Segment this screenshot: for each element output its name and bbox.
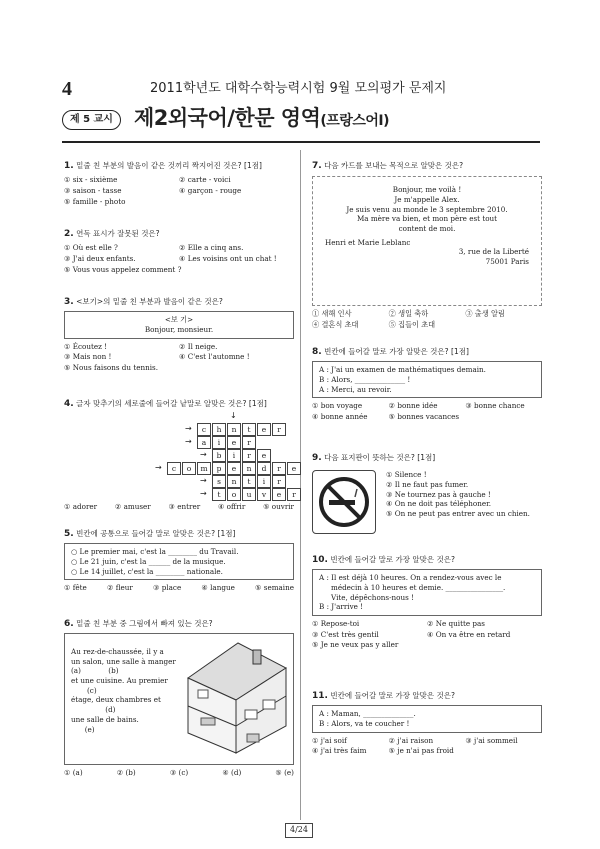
header-rule	[62, 141, 540, 143]
option[interactable]: ⑤ ouvrir	[263, 502, 294, 512]
option[interactable]: ① adorer	[64, 502, 98, 512]
option[interactable]: ③ Ne tournez pas à gauche !	[386, 489, 491, 499]
crossword-cell: p	[212, 462, 226, 475]
right-arrow-icon: →	[185, 424, 192, 434]
option[interactable]: ④ (d)	[222, 768, 242, 778]
down-arrow-icon: ↓	[230, 411, 237, 421]
crossword-cell: t	[212, 488, 226, 501]
option[interactable]: ③ entrer	[168, 502, 201, 512]
option[interactable]: ⑤ bonnes vacances	[388, 412, 460, 422]
right-arrow-icon: →	[200, 489, 207, 499]
option[interactable]: ① bon voyage	[312, 401, 363, 411]
crossword-cell: r	[287, 488, 301, 501]
question-4	[64, 398, 297, 512]
crossword-cell: v	[257, 488, 271, 501]
question-text: 7. 다음 카드를 보내는 목적으로 알맞은 것은?	[312, 161, 464, 171]
passage-box	[64, 633, 294, 765]
question-5	[64, 528, 294, 593]
option[interactable]: ② carte - voici	[179, 175, 231, 185]
question-2	[64, 228, 294, 274]
crossword-cell: c	[167, 462, 181, 475]
option[interactable]: ③ bonne chance	[465, 401, 525, 411]
dialog-box: A : J'ai un examen de mathématiques demain. B : Alors, ______________ ! A : Merci, au revoir.	[312, 361, 542, 398]
crossword-cell: t	[242, 423, 256, 436]
crossword-cell: m	[197, 462, 211, 475]
options	[386, 470, 530, 534]
option[interactable]: ④ garçon - rouge	[179, 185, 242, 195]
option[interactable]: ③ Mais non !	[64, 352, 112, 362]
question-text: 8. 빈칸에 들어갈 말로 가장 알맞은 것은? [1점]	[312, 347, 469, 357]
question-text: 4. 글자 맞추기의 세로줄에 들어갈 낱말로 알맞은 것은? [1점]	[64, 399, 267, 409]
crossword-cell: e	[257, 423, 271, 436]
dialog-box: A : Il est déjà 10 heures. On a rendez-vous avec le médecin à 10 heures et demie. ________________. Vite, dépêchons-nous ! B : J'arrive !	[312, 569, 542, 616]
subject-title	[134, 104, 389, 132]
option[interactable]: ④ Les voisins ont un chat !	[179, 253, 277, 263]
option[interactable]: ② 생일 축하	[388, 309, 429, 319]
option[interactable]: ③ (c)	[169, 768, 189, 778]
crossword-cell: d	[257, 462, 271, 475]
right-arrow-icon: →	[185, 437, 192, 447]
crossword-cell: r	[272, 475, 286, 488]
question-9	[312, 452, 542, 534]
question-text: 6. 밑줄 친 부분 중 그림에서 빠져 있는 것은?	[64, 619, 213, 629]
option[interactable]: ② j'ai raison	[388, 735, 434, 745]
option[interactable]: ① Où est elle ?	[64, 243, 118, 253]
option[interactable]: ① (a)	[64, 768, 83, 778]
option[interactable]: ④ langue	[201, 583, 235, 593]
question-text: 11. 빈칸에 들어갈 말로 가장 알맞은 것은?	[312, 691, 455, 701]
option[interactable]: ③ saison - tasse	[64, 185, 122, 195]
crossword-cell: n	[242, 462, 256, 475]
option[interactable]: ③ j'ai sommeil	[465, 735, 518, 745]
option[interactable]: ④ bonne année	[312, 412, 368, 422]
right-arrow-icon: →	[200, 476, 207, 486]
option[interactable]: ② Ne quitte pas	[427, 619, 485, 629]
question-text: 2. 연독 표시가 잘못된 것은?	[64, 229, 160, 239]
crossword-cell: t	[242, 475, 256, 488]
crossword-cell: h	[212, 423, 226, 436]
option[interactable]: ② Il neige.	[179, 341, 218, 351]
option[interactable]: ④ C'est l'automne !	[179, 352, 250, 362]
crossword-cell: e	[272, 488, 286, 501]
crossword-cell: e	[227, 462, 241, 475]
option[interactable]: ⑤ On ne peut pas entrer avec un chien.	[386, 509, 530, 519]
page-footer: 4/24	[285, 823, 313, 838]
option[interactable]: ⑤ famille - photo	[64, 196, 126, 206]
crossword-cell: e	[287, 462, 301, 475]
question-8	[312, 346, 542, 422]
question-10	[312, 554, 542, 650]
option[interactable]: ① Repose-toi	[312, 619, 360, 629]
option[interactable]: ③ C'est très gentil	[312, 629, 379, 639]
option[interactable]: ① fête	[64, 583, 87, 593]
option[interactable]: ③ place	[153, 583, 182, 593]
crossword-cell: a	[197, 436, 211, 449]
question-text: 3. <보기>의 밑줄 친 부분과 발음이 같은 것은?	[64, 297, 223, 307]
option[interactable]: ① j'ai soif	[312, 735, 347, 745]
question-7	[312, 160, 542, 330]
crossword-cell: o	[182, 462, 196, 475]
right-arrow-icon: →	[155, 463, 162, 473]
crossword-cell: c	[197, 423, 211, 436]
option[interactable]: ① 새해 인사	[312, 309, 352, 319]
option[interactable]: ② amuser	[114, 502, 151, 512]
option[interactable]: ⑤ Nous faisons du tennis.	[64, 363, 158, 373]
question-text: 5. 빈칸에 공통으로 들어갈 말로 알맞은 것은? [1점]	[64, 529, 236, 539]
option[interactable]: ② (b)	[116, 768, 136, 778]
passage-box	[64, 543, 294, 580]
crossword-cell: r	[242, 436, 256, 449]
crossword-cell: r	[242, 449, 256, 462]
option[interactable]: ④ On ne doit pas téléphoner.	[386, 499, 492, 509]
question-1	[64, 160, 294, 206]
question-3	[64, 296, 294, 373]
column-divider	[300, 150, 301, 820]
crossword-cell: n	[227, 423, 241, 436]
passage-line: ○ Le premier mai, c'est la ________ du Travail.	[71, 547, 239, 557]
exam-title: 2011학년도 대학수학능력시험 9월 모의평가 문제지	[150, 81, 447, 96]
passage-line: ○ Le 14 juillet, c'est la ________ nationale.	[71, 566, 223, 576]
crossword-grid	[122, 411, 297, 500]
session-badge: 제 5 교시	[62, 110, 121, 130]
crossword-cell: n	[227, 475, 241, 488]
crossword-cell: i	[212, 436, 226, 449]
question-text: 10. 빈칸에 들어갈 말로 가장 알맞은 것은?	[312, 555, 455, 565]
option[interactable]: ⑤ Vous vous appelez comment ?	[64, 264, 182, 274]
crossword-cell: s	[212, 475, 226, 488]
option[interactable]: ③ 출생 알림	[465, 309, 505, 319]
option[interactable]: ① six - sixième	[64, 175, 118, 185]
question-text: 1. 밑줄 친 부분의 발음이 같은 것끼리 짝지어진 것은? [1점]	[64, 161, 262, 171]
subject-main: 제2외국어/한문 영역	[134, 106, 321, 130]
dialog-box: A : Maman, ______________. B : Alors, va te coucher !	[312, 705, 542, 732]
question-6	[64, 618, 294, 778]
page-number: 4	[62, 78, 72, 100]
option[interactable]: ④ On va être en retard	[427, 629, 511, 639]
crossword-cell: e	[257, 449, 271, 462]
option[interactable]: ④ offrir	[217, 502, 246, 512]
passage: Au rez-de-chaussée, il y a un salon, une salle à manger (a) (b) et une cuisine. Au premier (c) étage, deux chambres et (d) une salle de bains. (e)	[71, 646, 176, 734]
option[interactable]: ③ J'ai deux enfants.	[64, 253, 136, 263]
option[interactable]: ⑤ semaine	[255, 583, 294, 593]
bogi-label: <보 기>	[164, 315, 194, 325]
option[interactable]: ④ 결혼식 초대	[312, 319, 359, 329]
option[interactable]: ④ j'ai très faim	[312, 746, 367, 756]
option[interactable]: ⑤ 집들이 초대	[388, 319, 436, 329]
option[interactable]: ⑤ je n'ai pas froid	[388, 746, 454, 756]
house-illustration	[183, 638, 289, 758]
option[interactable]: ① Écoutez !	[64, 341, 108, 351]
option[interactable]: ② Il ne faut pas fumer.	[386, 479, 469, 489]
crossword-cell: o	[227, 488, 241, 501]
crossword-cell: r	[272, 423, 286, 436]
option[interactable]: ⑤ (e)	[275, 768, 294, 778]
bogi-text: Bonjour, monsieur.	[144, 324, 214, 334]
crossword-cell: e	[227, 436, 241, 449]
right-arrow-icon: →	[200, 450, 207, 460]
option[interactable]: ⑤ Je ne veux pas y aller	[312, 640, 399, 650]
no-smoking-sign-icon	[312, 470, 376, 534]
option[interactable]: ② fleur	[106, 583, 133, 593]
option[interactable]: ① Silence !	[386, 470, 427, 480]
crossword-cell: b	[212, 449, 226, 462]
option[interactable]: ② bonne idée	[388, 401, 438, 411]
passage-line: ○ Le 21 juin, c'est la ______ de la musique.	[71, 556, 226, 566]
option[interactable]: ② Elle a cinq ans.	[179, 243, 244, 253]
question-11	[312, 690, 542, 756]
crossword-cell: i	[227, 449, 241, 462]
crossword-cell: r	[272, 462, 286, 475]
crossword-cell: u	[242, 488, 256, 501]
birth-card: Bonjour, me voilà ! Je m'appelle Alex. Je suis venu au monde le 3 septembre 2010. Ma mère va bien, et mon père est tout content de moi. Henri et Marie Leblanc 3, rue de la Liberté 75001 Paris	[312, 176, 542, 306]
bogi-box	[64, 311, 294, 338]
crossword-cell: i	[257, 475, 271, 488]
question-text: 9. 다음 표지판이 뜻하는 것은? [1점]	[312, 453, 436, 463]
subject-sub: (프랑스어Ⅰ)	[320, 113, 389, 129]
